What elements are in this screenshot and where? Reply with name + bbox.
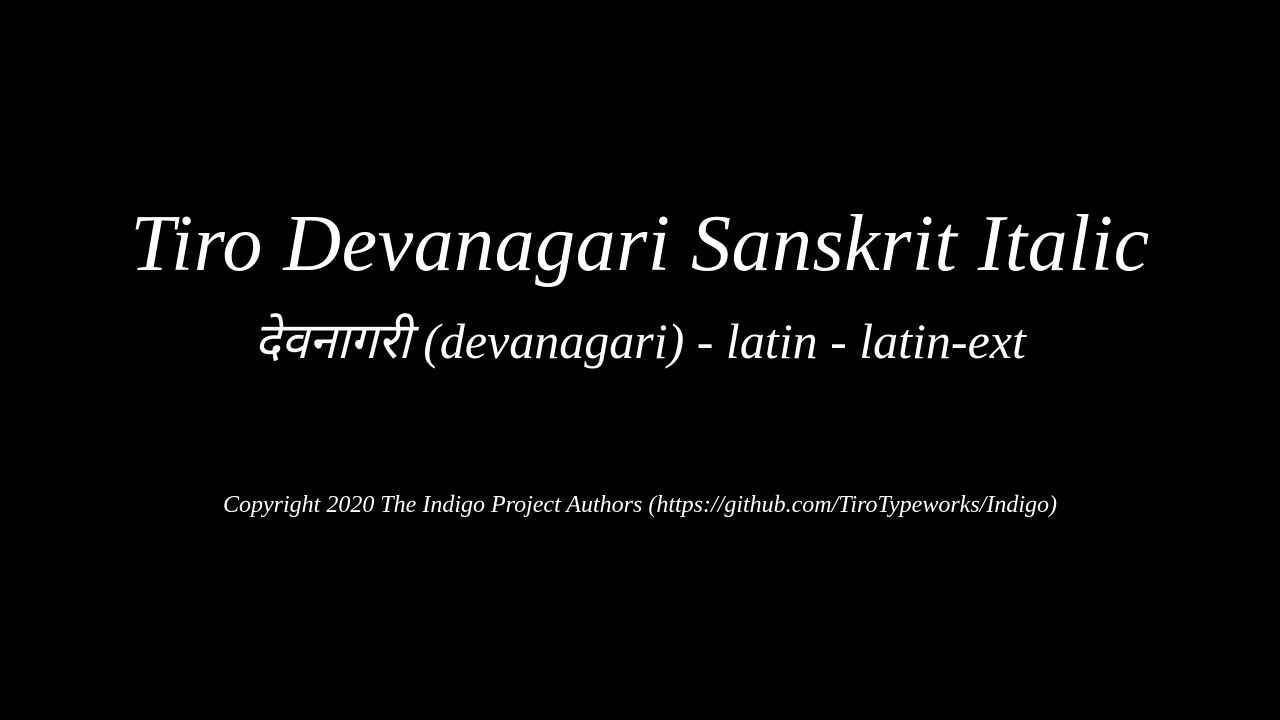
font-name-title: Tiro Devanagari Sanskrit Italic [130, 200, 1150, 288]
copyright-notice: Copyright 2020 The Indigo Project Authors (https://github.com/TiroTypeworks/Indigo) [223, 492, 1057, 518]
supported-scripts-line: देवनागरी (devanagari) - latin - latin-ext [254, 313, 1026, 369]
